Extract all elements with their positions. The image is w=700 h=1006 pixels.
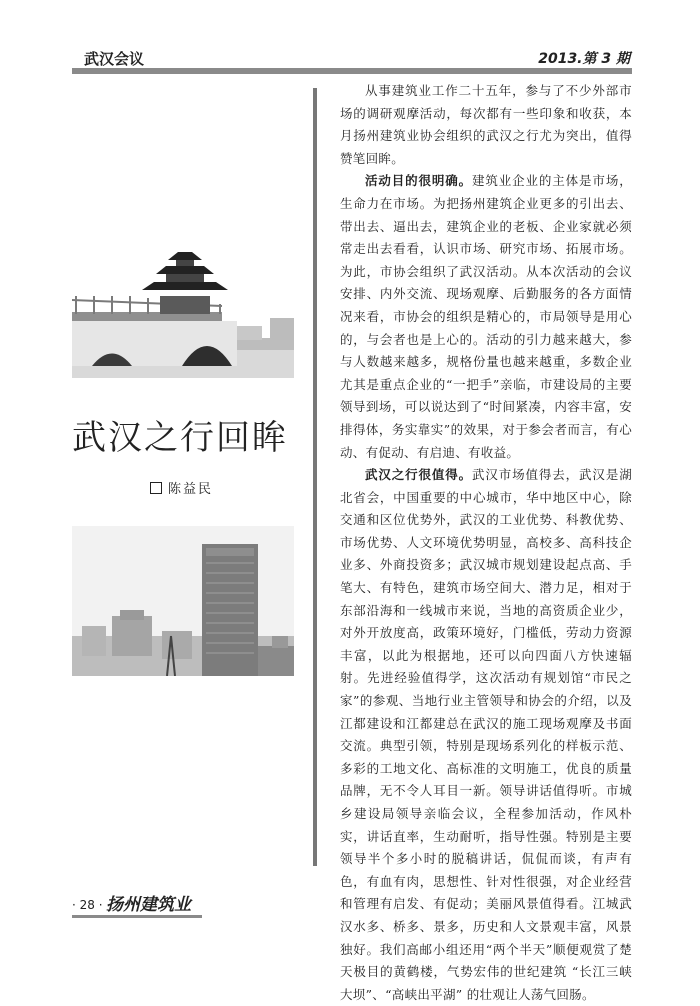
page-number: · 28 · — [72, 898, 103, 912]
magazine-logo: 扬州建筑业 — [106, 895, 191, 915]
issue-number: 2013.第 3 期 — [538, 51, 630, 67]
pavilion-bridge-photo — [72, 226, 294, 378]
article-body — [340, 80, 632, 1006]
paragraph-heading: 活动目的很明确。 — [365, 173, 473, 189]
article-title: 武汉之行回眸 — [72, 418, 288, 458]
author-box-icon — [150, 482, 162, 494]
author-line — [150, 478, 213, 497]
author-name: 陈益民 — [168, 482, 214, 497]
paragraph-intro: 从事建筑业工作二十五年，参与了不少外部市场的调研观摩活动，每次都有一些印象和收获，本月扬州建筑业协会组织的武汉之行尤为突出，值得赞笔回眸。 — [340, 83, 632, 166]
footer-bar — [72, 915, 202, 918]
column-divider — [313, 88, 317, 866]
page-footer — [72, 895, 204, 915]
paragraph-worthwhile: 武汉之行很值得。武汉市场值得去，武汉是湖北省会，中国重要的中心城市，华中地区中心，除交通和区位优势外，武汉的工业优势、科教优势、市场优势、人文环境优势明显，高校多、高科技企业多、外商投资多；武汉城市规划建设起点高、手笔大、有特色，建筑市场空间大、潜力足，相对于东部沿海和一线城市来说，当地的高资质企业少，对外开放度高，政策环境好，门槛低，劳动力资源丰富，以此为根据地，还可以向四面八方快速辐射。先进经验值得学，这次活动有规划馆“市民之家”的参观、当地行业主管领导和协会的介绍，以及江都建设和江都建总在武汉的施工现场观摩及书面交流。典型引领，特别是现场系列化的样板示范、多彩的工地文化、高标准的文明施工，优良的质量品牌，无不令人耳目一新。领导讲话值得听。市城乡建设局领导亲临会议，全程参加活动，作风朴实，讲话直率，生动耐听，指导性强。特别是主要领导半个多小时的脱稿讲话，侃侃而谈，有声有色，有血有肉，思想性、针对性很强，对企业经营和管理有启发、有促动；美丽风景值得看。江城武汉水多、桥多、景多，历史和人文景观丰富，风景独好。我们高邮小组还用“两个半天”顺便观赏了楚天极目的黄鹤楼，气势宏伟的世纪建筑 “长江三峡大坝”、“高峡出平湖” 的壮观让人荡气回肠。 — [340, 467, 632, 1002]
page-header — [72, 46, 632, 74]
city-skyline-photo — [72, 526, 294, 676]
section-name: 武汉会议 — [84, 50, 145, 68]
paragraph-purpose: 活动目的很明确。建筑业企业的主体是市场，生命力在市场。为把扬州建筑企业更多的引出去、带出去、逼出去，建筑企业的老板、企业家就必须常走出去看看，认识市场、研究市场、拓展市场。为此，市协会组织了武汉活动。从本次活动的会议安排、内外交流、现场观摩、后勤服务的各方面情况来看，市协会的组织是精心的，市局领导是用心的，与会者也是上心的。活动的引力越来越大，参与人数越来越多，规格份量也越来越重，多数企业尤其是重点企业的“一把手”亲临，市建设局的主要领导到场，可以说达到了“时间紧凑，内容丰富，安排得体，务实靠实”的效果，对于参会者而言，有心动、有促动、有启迪、有收益。 — [340, 173, 632, 460]
paragraph-heading: 武汉之行很值得。 — [365, 467, 473, 483]
